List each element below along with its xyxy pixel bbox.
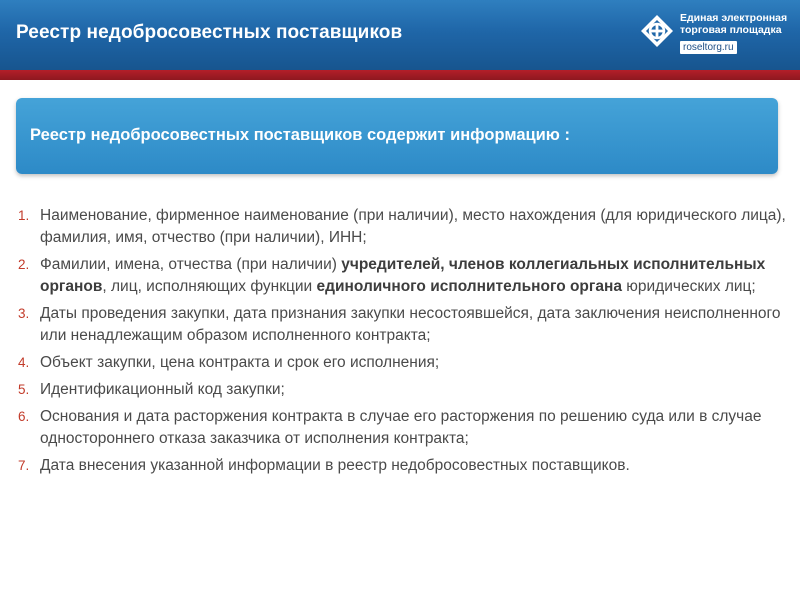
list-item <box>18 379 788 401</box>
list-item-number: 1. <box>18 208 30 223</box>
list-item-text: Даты проведения закупки, дата признания закупки несостоявшейся, дата заключения неисполненного или ненадлежащим образом исполненного контракта; <box>40 305 781 344</box>
list-item-text: Наименование, фирменное наименование (при наличии), место нахождения (для юридического лица), фамилия, имя, отчество (при наличии), ИНН; <box>40 207 786 246</box>
list-item-text: , лиц, исполняющих функции <box>102 278 317 295</box>
logo-url: roseltorg.ru <box>680 41 737 54</box>
list-item-number: 7. <box>18 458 30 473</box>
list-item-text: Основания и дата расторжения контракта в случае его расторжения по решению суда или в случае одностороннего отказа заказчика от исполнения контракта; <box>40 408 762 447</box>
list-item-bold-text: единоличного исполнительного органа <box>316 278 622 295</box>
header-bar <box>0 0 800 70</box>
list-item <box>18 455 788 477</box>
info-list <box>18 205 788 482</box>
logo-text <box>680 12 787 36</box>
list-item-number: 3. <box>18 306 30 321</box>
list-item-text: Фамилии, имена, отчества (при наличии) <box>40 256 342 273</box>
list-item <box>18 406 788 450</box>
info-banner <box>16 98 778 174</box>
header-stripe <box>0 70 800 80</box>
list-item <box>18 205 788 249</box>
roseltorg-logo <box>640 12 790 58</box>
list-item-text: Идентификационный код закупки; <box>40 381 285 398</box>
list-item <box>18 254 788 298</box>
banner-text: Реестр недобросовестных поставщиков содержит информацию : <box>30 126 570 144</box>
list-item-text: Дата внесения указанной информации в реестр недобросовестных поставщиков. <box>40 457 630 474</box>
list-item-number: 2. <box>18 257 30 272</box>
list-item <box>18 303 788 347</box>
list-item-bold-text: учредителей, членов коллегиальных исполнительных органов <box>40 256 766 295</box>
list-item-number: 5. <box>18 382 30 397</box>
roseltorg-logo-icon <box>640 14 674 48</box>
page-title: Реестр недобросовестных поставщиков <box>16 22 403 43</box>
logo-line-1: Единая электронная <box>680 12 788 24</box>
list-item-text: юридических лиц; <box>621 278 756 295</box>
list-item <box>18 352 788 374</box>
list-item-number: 4. <box>18 355 30 370</box>
logo-line-2: торговая площадка <box>680 24 782 36</box>
list-item-number: 6. <box>18 409 30 424</box>
list-item-text: Объект закупки, цена контракта и срок его исполнения; <box>40 354 440 371</box>
